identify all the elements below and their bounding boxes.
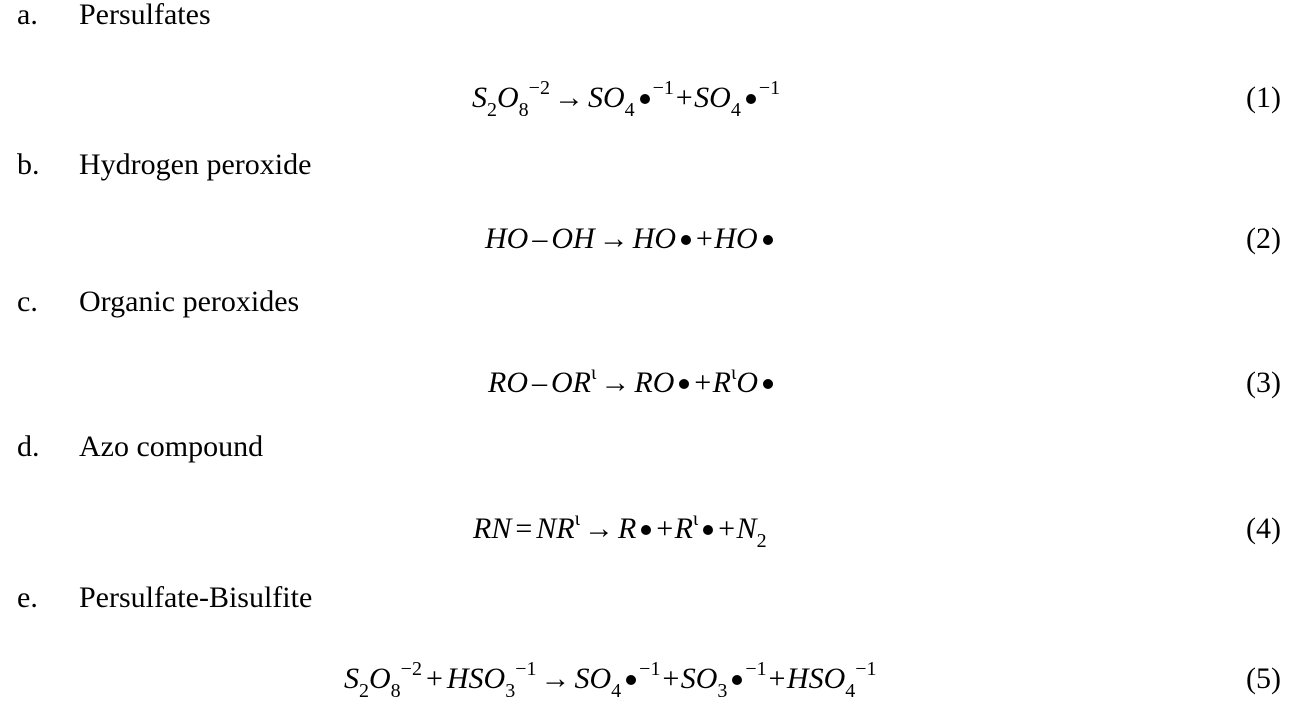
- eq-subscript: 4: [730, 99, 741, 121]
- equation-2: [485, 215, 776, 263]
- section-heading-persulfate-bisulfite: [0, 578, 600, 618]
- eq-subscript: 4: [611, 680, 622, 702]
- eq-term: O: [497, 81, 519, 114]
- radical-dot: [703, 525, 713, 535]
- eq-term: OR: [551, 366, 591, 399]
- radical-dot: [679, 379, 689, 389]
- eq-term: O: [736, 366, 759, 399]
- eq-bond: –: [532, 222, 548, 255]
- section-label: Persulfate-Bisulfite: [79, 581, 313, 614]
- eq-term: HO: [485, 222, 529, 255]
- eq-bond: =: [515, 512, 533, 545]
- section-label: Persulfates: [79, 0, 211, 31]
- equation-row-1: [0, 74, 1306, 122]
- eq-bond: –: [532, 366, 547, 399]
- equation-number: (4): [1246, 512, 1281, 545]
- eq-subscript: 3: [505, 680, 516, 702]
- equation-row-4: [0, 505, 1306, 553]
- eq-charge: −1: [639, 658, 661, 680]
- equation-row-3: [0, 359, 1306, 407]
- eq-term: +R: [654, 512, 693, 545]
- radical-dot: [640, 94, 650, 104]
- eq-charge: −1: [652, 77, 674, 99]
- reaction-arrow: →: [600, 366, 631, 399]
- eq-plus: +: [425, 662, 443, 695]
- reaction-arrow: →: [540, 662, 571, 695]
- eq-subscript: 8: [390, 680, 401, 702]
- eq-charge: −1: [745, 658, 767, 680]
- eq-subscript: 2: [359, 680, 369, 702]
- eq-subscript: 2: [487, 99, 497, 121]
- equation-number: (3): [1246, 366, 1281, 399]
- equation-5: [344, 655, 877, 703]
- eq-prime: ι: [730, 362, 737, 384]
- eq-term: +SO: [660, 662, 718, 695]
- equation-3: [488, 359, 776, 407]
- eq-term: +R: [692, 366, 731, 399]
- reaction-arrow: →: [598, 222, 629, 255]
- section-heading-hydrogen-peroxide: [0, 145, 600, 185]
- section-label: Azo compound: [79, 430, 264, 463]
- list-marker: b.: [17, 148, 40, 181]
- equation-row-2: [0, 215, 1306, 263]
- reaction-arrow: →: [553, 81, 584, 114]
- section-label: Hydrogen peroxide: [79, 148, 312, 181]
- list-marker: a.: [17, 0, 38, 31]
- eq-prime: ι: [591, 362, 597, 384]
- eq-charge: −1: [855, 658, 877, 680]
- section-heading-organic-peroxides: [0, 282, 600, 322]
- radical-dot: [746, 94, 756, 104]
- eq-charge: −1: [758, 77, 781, 99]
- list-marker: c.: [17, 285, 38, 318]
- eq-term: HSO: [446, 662, 506, 695]
- equation-1: [472, 74, 780, 122]
- radical-dot: [641, 525, 651, 535]
- eq-subscript: 3: [717, 680, 728, 702]
- radical-dot: [681, 235, 691, 245]
- eq-prime: ι: [574, 508, 580, 530]
- eq-subscript: 4: [624, 99, 635, 121]
- section-heading-persulfates: [0, 0, 600, 35]
- equation-row-5: [0, 655, 1306, 703]
- eq-term: HO: [632, 222, 677, 255]
- eq-term: RO: [488, 366, 528, 399]
- eq-term: R: [618, 512, 637, 545]
- eq-charge: −2: [400, 658, 422, 680]
- eq-charge: −2: [528, 77, 550, 99]
- section-heading-azo-compound: [0, 427, 600, 467]
- radical-dot: [763, 235, 773, 245]
- list-marker: e.: [17, 581, 38, 614]
- eq-term: O: [369, 662, 391, 695]
- radical-dot: [763, 379, 773, 389]
- equation-number: (2): [1246, 222, 1281, 255]
- eq-subscript: 4: [845, 680, 856, 702]
- eq-term: S: [344, 662, 359, 695]
- eq-term: RN: [473, 512, 512, 545]
- reaction-arrow: →: [584, 512, 614, 545]
- eq-term: +HO: [694, 222, 758, 255]
- eq-prime: ι: [692, 508, 699, 530]
- radical-dot: [626, 675, 636, 685]
- equation-4: [473, 505, 767, 553]
- eq-charge: −1: [515, 658, 537, 680]
- section-label: Organic peroxides: [79, 285, 300, 318]
- equation-number: (5): [1246, 662, 1281, 695]
- eq-subscript: 8: [518, 99, 529, 121]
- eq-term: NR: [536, 512, 575, 545]
- eq-term: +N: [716, 512, 757, 545]
- eq-term: S: [472, 81, 487, 114]
- eq-term: SO: [587, 81, 625, 114]
- list-marker: d.: [17, 430, 40, 463]
- eq-term: SO: [574, 662, 612, 695]
- radical-dot: [732, 675, 742, 685]
- eq-term: +HSO: [766, 662, 846, 695]
- eq-term: RO: [634, 366, 675, 399]
- equation-number: (1): [1246, 81, 1281, 114]
- eq-term: +SO: [673, 81, 731, 114]
- eq-subscript: 2: [756, 530, 767, 552]
- eq-term: OH: [551, 222, 595, 255]
